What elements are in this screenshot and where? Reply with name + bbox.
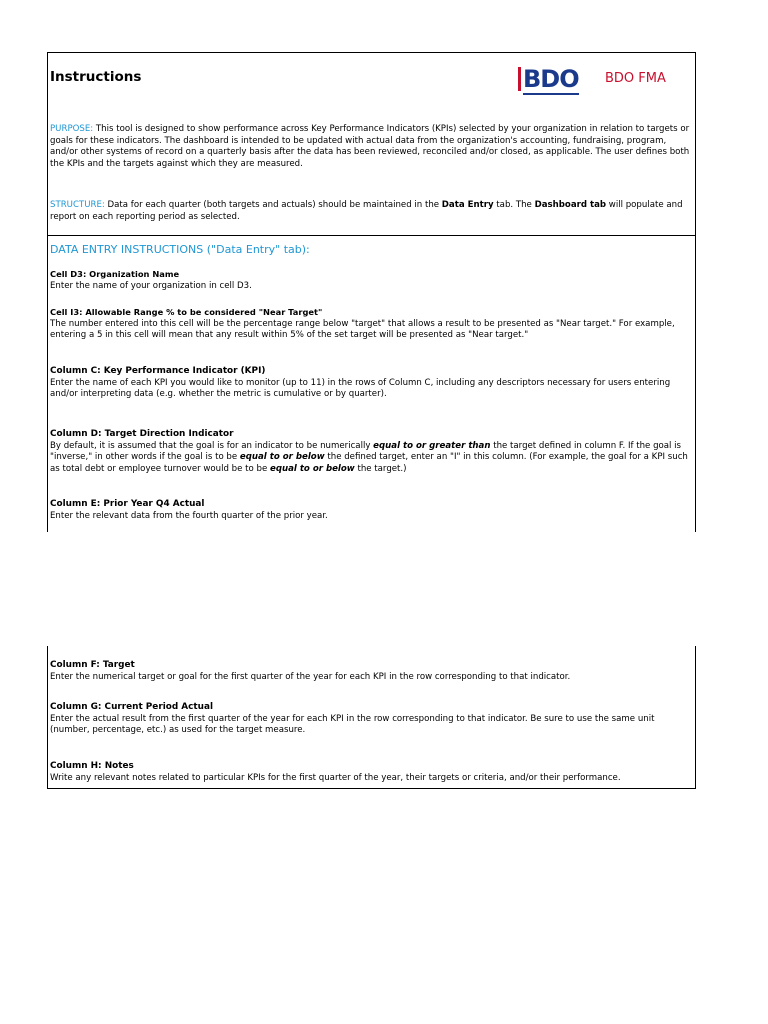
instruction-title: Column G: Current Period Actual [50, 702, 214, 712]
instruction-col-d [50, 429, 692, 475]
instruction-text: The number entered into this cell will be the percentage range below "target" that allows a result to be presented as "Near target." For example, entering a 5 in this cell will mean that any result within 5% of the set target will be presented as "Near target." [50, 318, 675, 340]
data-entry-section-continued [47, 646, 696, 789]
text-run: By default, it is assumed that the goal is for an indicator to be numerically [50, 440, 374, 451]
structure-text: tab. The [493, 200, 535, 210]
instruction-title: Column E: Prior Year Q4 Actual [50, 499, 205, 509]
instruction-text: Enter the numerical target or goal for the first quarter of the year for each KPI in the row corresponding to that indicator. [50, 671, 571, 682]
instruction-text [50, 441, 692, 476]
instruction-col-g [50, 702, 692, 737]
page-title: Instructions [50, 69, 142, 85]
instruction-title: Column F: Target [50, 660, 135, 670]
instruction-title: Cell I3: Allowable Range % to be considered "Near Target" [50, 307, 323, 317]
header-section [47, 52, 696, 236]
instruction-title: Column C: Key Performance Indicator (KPI) [50, 366, 266, 376]
emphasis: equal to or greater than [373, 440, 491, 451]
purpose-paragraph [50, 124, 692, 170]
instruction-text: Enter the relevant data from the fourth quarter of the prior year. [50, 510, 328, 521]
instruction-text: Enter the actual result from the first quarter of the year for each KPI in the row corresponding to that indicator. Be sure to use the same unit (number, percentage, etc.) as used for the target measure. [50, 713, 655, 735]
logo-text: BDO [523, 65, 579, 93]
structure-dashboard-tab: Dashboard tab [534, 200, 607, 210]
emphasis: equal to or below [269, 463, 355, 474]
data-entry-section [47, 235, 696, 532]
instruction-title: Column H: Notes [50, 761, 134, 771]
text-run: the target defined in column F. If the goal is "inverse," in other words if the goal is to be [50, 440, 682, 462]
structure-text: will populate and report on each reporting period as selected. [50, 200, 683, 222]
instruction-col-h [50, 761, 692, 784]
structure-data-entry: Data Entry [441, 200, 494, 210]
instruction-text: Enter the name of your organization in cell D3. [50, 280, 252, 291]
logo-suffix: BDO FMA [605, 71, 666, 86]
emphasis: equal to or below [239, 452, 325, 462]
data-entry-heading: DATA ENTRY INSTRUCTIONS ("Data Entry" tab): [50, 243, 310, 256]
structure-paragraph [50, 200, 692, 223]
logo-underline [523, 93, 579, 95]
instruction-text: Enter the name of each KPI you would like to monitor (up to 11) in the rows of Column C, including any descriptors necessary for users entering and/or interpreting data (e.g. whether the metric is cumulative or by quarter). [50, 377, 671, 399]
instruction-title: Cell D3: Organization Name [50, 269, 180, 279]
text-run: the defined target, enter an "I" in this column. (For example, the goal for a KPI such as total debt or employee turnover would be to be [50, 452, 688, 474]
instruction-col-e [50, 499, 692, 522]
structure-text: Data for each quarter (both targets and actuals) should be maintained in the [104, 200, 442, 210]
bdo-logo [518, 65, 579, 93]
instruction-col-f [50, 660, 692, 683]
instruction-i3 [50, 307, 692, 342]
text-run: the target.) [354, 463, 407, 474]
instruction-col-c [50, 366, 692, 401]
structure-label: STRUCTURE: [50, 200, 105, 210]
instruction-d3 [50, 269, 692, 292]
instruction-title: Column D: Target Direction Indicator [50, 429, 234, 439]
instruction-text: Write any relevant notes related to particular KPIs for the first quarter of the year, their targets or criteria, and/or their performance. [50, 772, 621, 783]
purpose-text: This tool is designed to show performance across Key Performance Indicators (KPIs) selected by your organization in relation to targets or goals for these indicators. The dashboard is intended to be updated with actual data from the organization's accounting, fundraising, program, and/or other systems of record on a quarterly basis after the data has been reviewed, reconciled and/or closed, as applicable. The user defines both the KPIs and the targets against which they are measured. [50, 124, 690, 169]
logo-bar [518, 67, 521, 91]
purpose-label: PURPOSE: [50, 124, 94, 134]
